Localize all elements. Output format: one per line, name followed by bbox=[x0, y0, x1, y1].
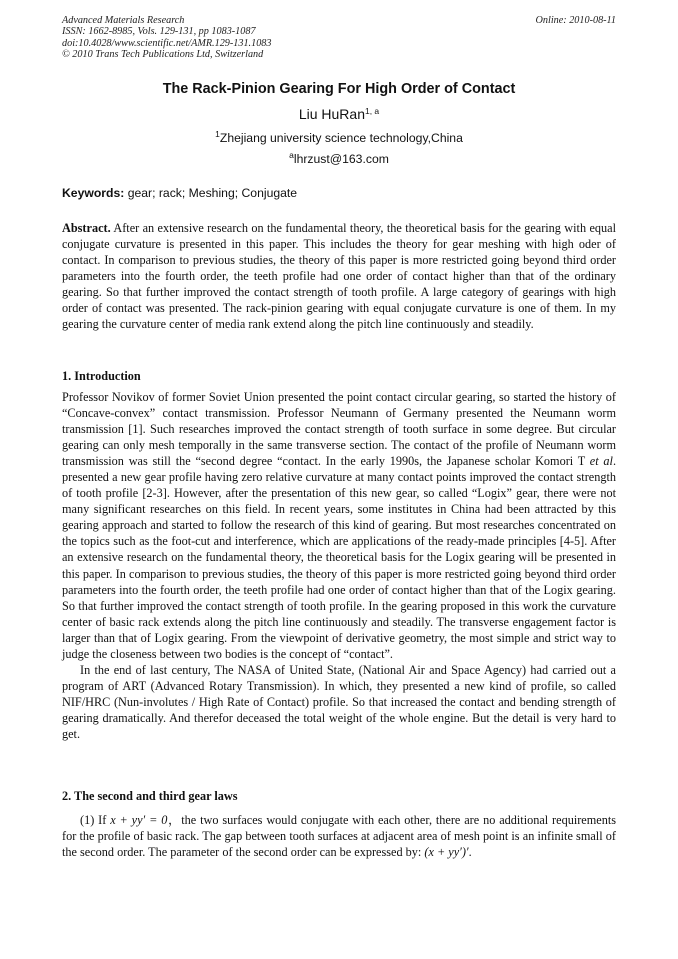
abstract bbox=[62, 220, 616, 332]
intro-p1-part-b: . presented a new gear profile having zero relative curvature at many contact points improved the contact strength of tooth profile [2-3]. However, after the presentation of this new gear, so called “Logix” gear, there were not many significant researches on this field. In recent years, some institutes in China had been attracted by this gearing approach and started to follow the research of this kind of gearing. But most researches concentrated on the topics such as the foot-cut and interference, which are applications of the ready-made principles [4-5]. After an extensive research on the fundamental theory, the theoretical basis for the Logix gearing will be presented in this paper. In comparison to previous studies, the theory of this paper is more restricted going beyond third order parameters into the fourth order, the teeth profile had one order of contact higher than that of the Logix gearing. So that further improved the contact strength of tooth profile. In the gearing proposed in this work the curvature center of basic rack extends along the pitch line continuously and steadily. The transverse engagement factor is larger than that of Logix gearing. From the viewpoint of derivative geometry, the most simple and strict way to judge the closeness between two bodies is the concept of “contact”. bbox=[62, 454, 616, 661]
section2-body bbox=[62, 812, 616, 860]
email-superscript: a bbox=[289, 150, 294, 160]
equation-2: (x + yy′)′ bbox=[424, 845, 469, 860]
online-date: Online: 2010-08-11 bbox=[535, 15, 616, 26]
email-line bbox=[62, 152, 616, 166]
section2-paragraph-1 bbox=[62, 812, 616, 860]
journal-issn: ISSN: 1662-8985, Vols. 129-131, pp 1083-1087 bbox=[62, 26, 256, 38]
journal-name: Advanced Materials Research bbox=[62, 15, 185, 26]
author-line bbox=[62, 106, 616, 122]
keywords-label: Keywords: bbox=[62, 186, 125, 200]
sec2-p1-part-a: (1) If bbox=[80, 813, 111, 827]
journal-doi: doi:10.4028/www.scientific.net/AMR.129-131.1083 bbox=[62, 37, 272, 49]
abstract-label: Abstract. bbox=[62, 221, 111, 235]
introduction-paragraph-1 bbox=[62, 389, 616, 662]
affiliation-line bbox=[62, 131, 616, 145]
sec2-p1-part-c: . bbox=[468, 845, 472, 860]
journal-header bbox=[62, 15, 616, 60]
sec2-p1-part-b: ，the two surfaces would conjugate with each other, there are no additional requirements for the profile of basic rack. The gap between tooth surfaces at adjacent area of mesh point is an infinite small of the second order. The parameter of the second order can be expressed by: bbox=[62, 813, 617, 860]
abstract-text: After an extensive research on the fundamental theory, the theoretical basis for the gearing with equal conjugate curvature is presented in this paper. This includes the theory for gear meshing with high oder of contact. In comparison to previous studies, the theory of this paper is more restricted going beyond third order parameters into the fourth order, the teeth profile had one order of contact higher than that of the ordinary gearing. So that further improved the contact strength of tooth profile. A large category of gearings with high order of contact was presented. The rack-pinion gearing with equal conjugate curvature is one of them. In my gearing the curvature center of media rank extend along the pitch line continuously and steadily. bbox=[62, 221, 616, 332]
email-text[interactable]: lhrzust@163.com bbox=[293, 152, 389, 166]
author-superscript: 1, a bbox=[364, 106, 380, 116]
introduction-paragraph-2: In the end of last century, The NASA of United State, (National Air and Space Agency) had carried out a program of ART (Advanced Rotary Transmission). In which, they presented a new kind of profile, so called NIF/HRC (Nun-involutes / High Rate of Contact) profile. So that increased the contact and bending strength of gearing dramatically. And therefor deceased the total weight of the whole engine. But the detail is very hard to get. bbox=[62, 662, 616, 741]
intro-p1-part-a: Professor Novikov of former Soviet Union presented the point contact circular gearing, so started the history of “Concave-convex” contact transmission. Professor Neumann of Germany presented the Neumann worm transmission [1]. Such researches improved the contact strength of tooth surface in some degree. But circular gearing can only mesh temporally in the same transverse section. The contact of the profile of Neumann worm transmission was still the “second degree “contact. In the early 1990s, the Japanese scholar Komori T bbox=[62, 390, 616, 469]
paper-title: The Rack-Pinion Gearing For High Order of Contact bbox=[162, 81, 516, 97]
affiliation-superscript: 1 bbox=[215, 129, 220, 139]
keywords-text: gear; rack; Meshing; Conjugate bbox=[124, 186, 298, 200]
affiliation-text: Zhejiang university science technology,China bbox=[219, 131, 463, 145]
introduction-body bbox=[62, 389, 616, 742]
keywords bbox=[62, 186, 616, 200]
intro-p1-et-al: et al bbox=[589, 454, 613, 469]
journal-copyright: © 2010 Trans Tech Publications Ltd, Switzerland bbox=[62, 48, 264, 60]
section-heading-introduction: 1. Introduction bbox=[62, 369, 141, 383]
equation-1: x + yy′ = 0 bbox=[110, 813, 168, 827]
author-name: Liu HuRan bbox=[298, 106, 365, 122]
section-heading-gear-laws: 2. The second and third gear laws bbox=[62, 789, 238, 803]
